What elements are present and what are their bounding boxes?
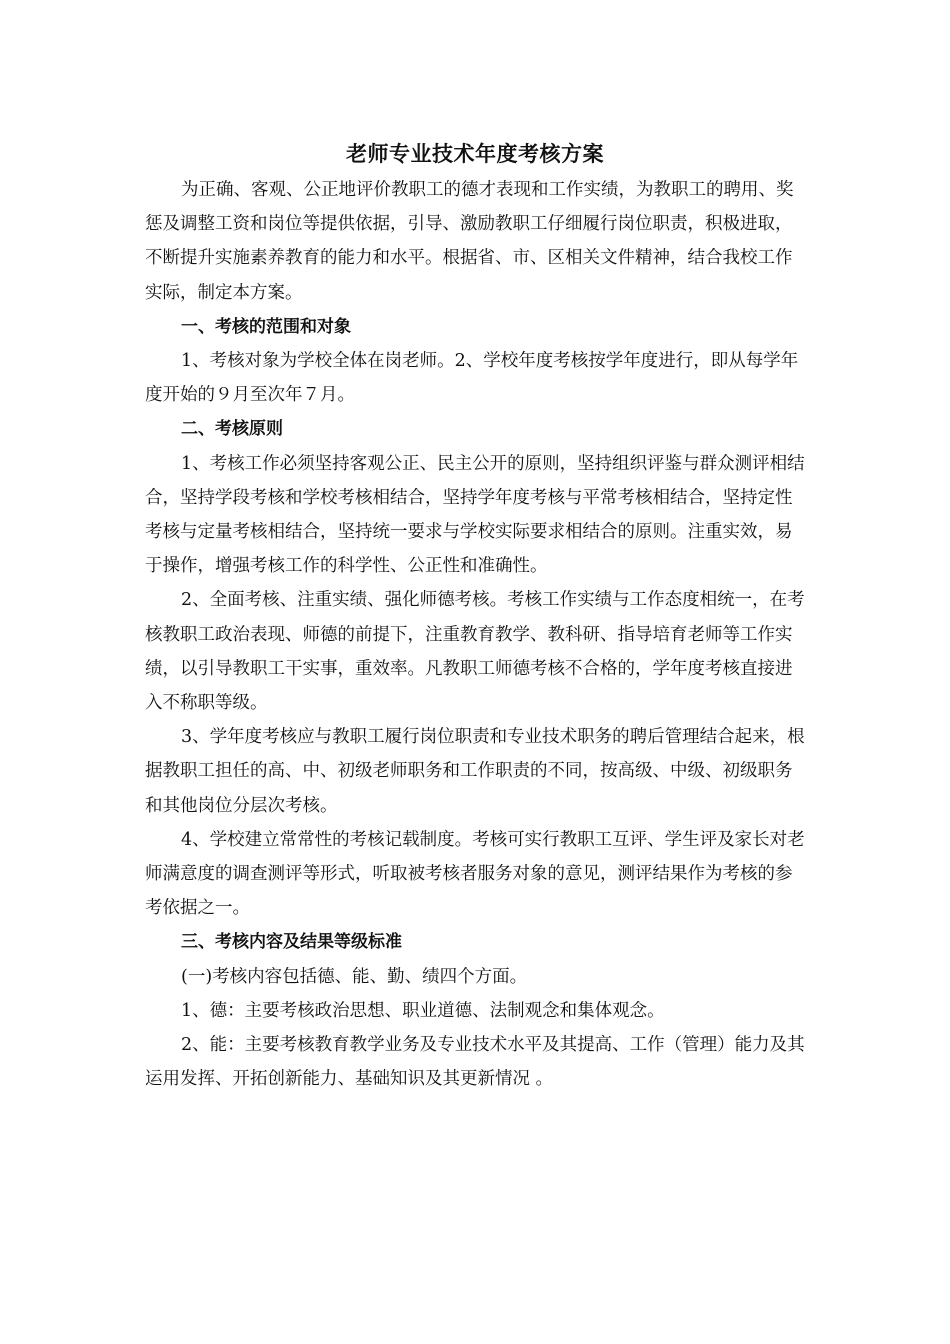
section-heading-principles: 二、考核原则 bbox=[181, 419, 283, 440]
content-paragraph-1: (一)考核内容包括德、能、勤、绩四个方面。 bbox=[181, 966, 528, 987]
content-paragraph-2: 1、德：主要考核政治思想、职业道德、法制观念和集体观念。 bbox=[181, 1000, 665, 1021]
principle-paragraph-1: 1、考核工作必须坚持客观公正、民主公开的原则，坚持组织评鉴与群众测评相结合，坚持学段考核和学校考核相结合，坚持学年度考核与平常考核相结合，坚持定性考核与定量考核相结合，坚持统一要求与学校实际要求相结合的原则。注重实效，易于操作，增强考核工作的科学性、公正性和准确性。 bbox=[145, 453, 805, 577]
content-paragraph-3: 2、能：主要考核教育教学业务及专业技术水平及其提高、工作（管理）能力及其运用发挥、开拓创新能力、基础知识及其更新情况 。 bbox=[145, 1035, 805, 1090]
document-body bbox=[145, 173, 805, 1096]
principle-paragraph-4: 4、学校建立常常性的考核记载制度。考核可实行教职工互评、学生评及家长对老师满意度的调查测评等形式，听取被考核者服务对象的意见，测评结果作为考核的参考依据之一。 bbox=[145, 829, 805, 919]
scope-paragraph: 1、考核对象为学校全体在岗老师。2、学校年度考核按学年度进行，即从每学年度开始的９月至次年７月。 bbox=[145, 351, 799, 406]
intro-paragraph: 为正确、客观、公正地评价教职工的德才表现和工作实绩，为教职工的聘用、奖惩及调整工资和岗位等提供依据，引导、激励教职工仔细履行岗位职责，积极进取，不断提升实施素养教育的能力和水平。根据省、市、区相关文件精神，结合我校工作实际，制定本方案。 bbox=[145, 180, 794, 303]
section-heading-content: 三、考核内容及结果等级标准 bbox=[181, 932, 402, 953]
document-title: 老师专业技术年度考核方案 bbox=[346, 142, 604, 166]
section-heading-scope: 一、考核的范围和对象 bbox=[181, 316, 351, 337]
principle-paragraph-2: 2、全面考核、注重实绩、强化师德考核。考核工作实绩与工作态度相统一，在考核教职工政治表现、师德的前提下，注重教育教学、教科研、指导培育老师等工作实绩，以引导教职工干实事，重效率。凡教职工师德考核不合格的，学年度考核直接进入不称职等级。 bbox=[145, 590, 805, 714]
principle-paragraph-3: 3、学年度考核应与教职工履行岗位职责和专业技术职务的聘后管理结合起来，根据教职工担任的高、中、初级老师职务和工作职责的不同，按高级、中级、初级职务和其他岗位分层次考核。 bbox=[145, 727, 805, 816]
